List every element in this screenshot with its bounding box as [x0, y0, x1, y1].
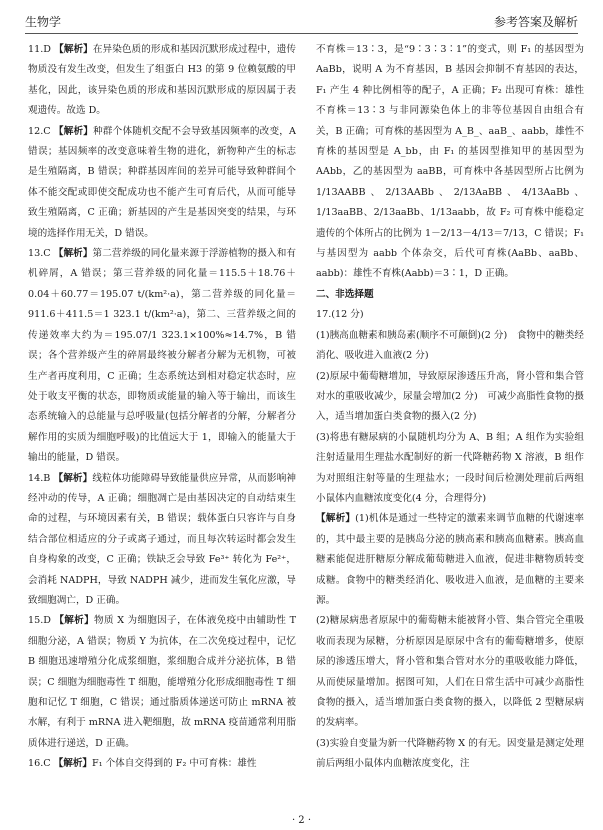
question-number: 17.(12 分)	[316, 309, 364, 321]
answer-text: 第二营养级的同化量来源于浮游植物的摄入和有机碎屑，A 错误；第三营养级的同化量＝115.5＋18.76＋0.04＋60.77＝195.07 t/(km²·a)，第二营养级的同化量＝911.6＋411.5＝1 323.1 t/(km²·a)，第二、三营养级之间的传递效率大约为＝195.07/1 323.1×100%≈14.7%，B 错误；各个营养级产生的碎屑最终被分解者分解为无机物，可被生产者再度利用，C 正确；生态系统达到相对稳定状态时，应处于收支平衡的状态，即物质或能量的输入等于输出，而该生态系统输入的总能量与总呼吸量(包括分解者的分解，分解者分解作用的实质为细胞呼吸)的比值远大于 1，即输入的能量大于输出的能量，D 错误。	[28, 248, 296, 464]
analysis-tag: 【解析】	[316, 513, 356, 525]
answer-text: 物质 X 为细胞因子，在体液免疫中由辅助性 T 细胞分泌，A 错误；物质 Y 为抗体，在二次免疫过程中，记忆 B 细胞迅速增殖分化成浆细胞，浆细胞合成并分泌抗体，B 错误；C 细胞为细胞毒性 T 细胞，能增殖分化形成细胞毒性 T 细胞和记忆 T 细胞，C 错误；通过脂质体递送可防止 mRNA 被水解，有利于 mRNA 进入靶细胞，故 mRNA 疫苗通常利用脂质体进行递送，D 正确。	[28, 615, 296, 749]
answer-text: (3)将患有糖尿病的小鼠随机均分为 A、B 组；A 组作为实验组注射适量用生理盐水配制好的新一代降糖药物 X 溶液，B 组作为对照组注射等量的生理盐水；一段时间后检测处理前后两组小鼠体内血糖浓度变化(4 分，合理得分)	[316, 431, 584, 504]
answer-text: (1)机体是通过一些特定的激素来调节血糖的代谢速率的，其中最主要的是胰岛分泌的胰高素和胰高血糖素。胰高血糖素能促进肝糖原分解成葡萄糖进入血液，促进非糖物质转变成糖。食物中的糖类经消化、吸收进入血液，是血糖的主要来源。	[316, 513, 584, 606]
answer-paragraph	[316, 326, 584, 367]
question-number: 15.D	[28, 615, 55, 627]
right-column	[316, 40, 584, 775]
answer-text: (3)实验自变量为新一代降糖药物 X 的有无。因变量是测定处理前后两组小鼠体内血糖浓度变化，注	[316, 737, 584, 770]
analysis-tag: 【解析】	[54, 44, 93, 55]
analysis-tag: 【解析】	[53, 248, 93, 260]
answer-paragraph	[28, 244, 296, 468]
left-column	[28, 40, 296, 775]
answer-text: 种群个体随机交配不会导致基因频率的改变，A 错误；基因频率的改变意味着生物的进化，新物种产生的标志是生殖隔离，B 错误；种群基因库间的差异可能导致种群间个体不能交配或即使交配成功也不能产生可育后代，从而可能导致生殖隔离，C 正确；新基因的产生是基因突变的结果，与环境的选择作用无关，D 错误。	[28, 125, 296, 239]
question-number: 13.C	[28, 248, 54, 260]
answer-paragraph	[28, 40, 296, 122]
answer-paragraph	[28, 122, 296, 244]
section-heading: 二、非选择题	[316, 288, 374, 300]
answer-paragraph	[316, 734, 584, 775]
question-number: 12.C	[28, 125, 54, 137]
question-number: 16.C	[28, 758, 54, 770]
answer-text: (2)糖尿病患者原尿中的葡萄糖未能被肾小管、集合管完全重吸收而表现为尿糖，分析原因是原尿中含有的葡萄糖增多，使原尿的渗透压增大，肾小管和集合管对水分的重吸收能力降低，从而使尿量增加。据图可知，人们在日常生活中可减少高脂性食物的摄入，适当增加蛋白类食物的摄入，以降低 2 型糖尿病的发病率。	[316, 615, 584, 729]
answer-text: 线粒体功能障碍导致能量供应异常，从而影响神经冲动的传导，A 正确；细胞凋亡是由基因决定的自动结束生命的过程，与环境因素有关，B 错误；载体蛋白只容许与自身结合部位相适应的分子或离子通过，而且每次转运时都会发生自身构象的改变，C 正确；铁缺乏会导致 Fe³⁺ 转化为 Fe²⁺，会消耗 NADPH，导致 NADPH 减少，进而发生氧化应激，导致细胞凋亡，D 正确。	[28, 472, 297, 606]
question-number: 14.B	[28, 472, 54, 484]
page-number: · 2 ·	[291, 815, 312, 826]
answer-text: 不育株＝13∶3，是“9∶3∶3∶1”的变式，则 F₁ 的基因型为 AaBb，说明 A 为不育基因，B 基因会抑制不育基因的表达，F₁ 产生 4 种比例相等的配子，A 正确；F₂ 出现可育株：雄性不育株＝13∶3 与非同源染色体上的非等位基因自由组合有关，B 正确；可育株的基因型为 A_B_、aaB_、aabb，雄性不育株的基因型是 A_bb，由 F₁ 的基因型推知甲的基因型为 AAbb，乙的基因型为 aaBB，可育株中各基因型所占比例为 1/13AABB、2/13AABb、2/13AaBB、4/13AaBb、1/13aaBB、2/13aaBb、1/13aabb，故 F₂ 可育株中能稳定遗传的个体所占的比例为 1－2/13－4/13＝7/13，C 错误；F₁ 与基因型为 aabb 个体杂交，后代可育株(AaBb、aaBb、aabb)：雄性不育株(Aabb)＝3∶1，D 正确。	[316, 44, 584, 280]
question-number: 11.D	[28, 44, 55, 55]
answer-paragraph	[28, 469, 296, 612]
analysis-tag: 【解析】	[53, 125, 94, 137]
answer-text: F₁ 个体自交得到的 F₂ 中可育株：雄性	[92, 758, 257, 770]
answer-text: 在异染色质的形成和基因沉默形成过程中，遗传物质没有发生改变，但发生了组蛋白 H3 的第 9 位赖氨酸的甲基化，因此，该异染色质的形成和基因沉默形成的原因属于表观遗传。故选 D。	[28, 44, 297, 117]
answer-paragraph	[316, 367, 584, 428]
answer-paragraph	[316, 509, 584, 611]
answer-paragraph	[316, 428, 584, 510]
answer-text: (2)原尿中葡萄糖增加，导致原尿渗透压升高，肾小管和集合管对水的重吸收减少，尿量会增加(2 分) 可减少高脂性食物的摄入，适当增加蛋白类食物的摄入(2 分)	[316, 370, 584, 423]
answer-paragraph	[316, 40, 584, 285]
answer-text: (1)胰高血糖素和胰岛素(顺序不可颠倒)(2 分) 食物中的糖类经消化、吸收进入血液(2 分)	[316, 329, 584, 362]
answer-paragraph	[316, 305, 584, 325]
answer-paragraph	[316, 611, 584, 733]
analysis-tag: 【解析】	[53, 758, 93, 770]
answer-title: 参考答案及解析	[493, 15, 578, 29]
analysis-tag: 【解析】	[54, 615, 95, 627]
subject-title: 生物学	[25, 15, 62, 29]
analysis-tag: 【解析】	[53, 472, 93, 484]
answer-paragraph	[28, 611, 296, 754]
page-header	[25, 8, 578, 34]
answer-paragraph	[28, 754, 296, 774]
